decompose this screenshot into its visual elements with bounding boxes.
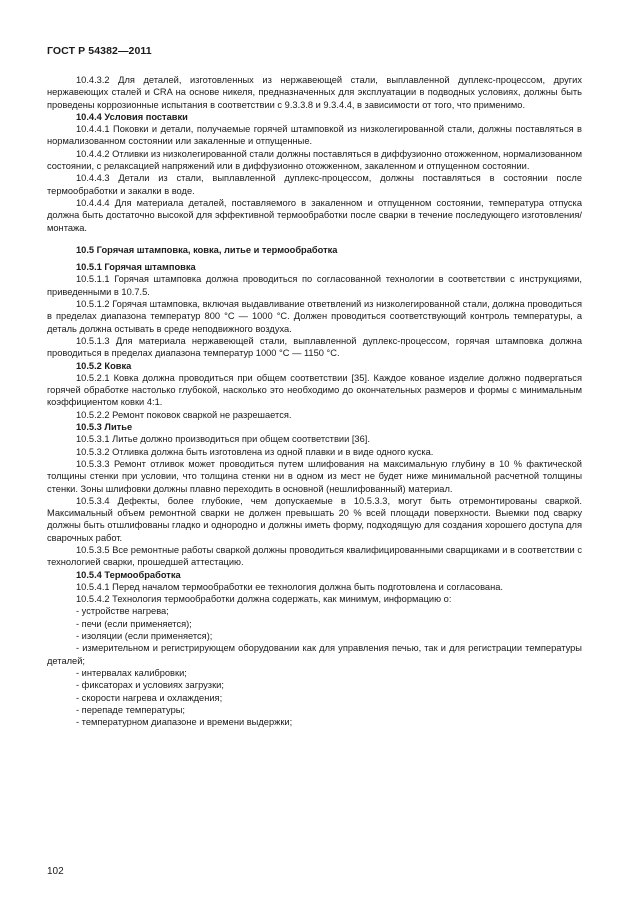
list-item: - скорости нагрева и охлаждения; bbox=[76, 692, 223, 703]
paragraph: 10.5.4.2 Технология термообработки должна содержать, как минимум, информацию о: bbox=[76, 594, 452, 605]
paragraph: 10.5.2.1 Ковка должна проводиться при общем соответствии [35]. Каждое кованое изделие должно подвергаться горячей обработке настолько глубокой, насколько это необходимо до окончательных размеров и формы с минимальным коэффициентом ковки 4:1. bbox=[47, 372, 582, 408]
paragraph: 10.5.3.3 Ремонт отливок может проводиться путем шлифования на максимальную глубину в 10 % фактической толщины стенки при условии, что толщина стенки ни в одном из мест не будет ниже минимальной расчетной толщины стенки. Зоны шлифовки должны плавно переходить в основной (нешлифованный) материал. bbox=[47, 458, 582, 494]
paragraph: 10.4.4.4 Для материала деталей, поставляемого в закаленном и отпущенном состоянии, температура отпуска должна быть достаточно высокой для эффективной термообработки после сварки в течение последующего изготовления/монтажа. bbox=[47, 197, 582, 233]
paragraph: 10.5.1.1 Горячая штамповка должна проводиться по согласованной технологии в соответствии с инструкциями, приведенными в 10.7.5. bbox=[47, 274, 582, 297]
section-heading: 10.5 Горячая штамповка, ковка, литье и термообработка bbox=[76, 244, 338, 255]
section-heading: 10.5.3 Литье bbox=[76, 422, 133, 433]
paragraph: 10.5.3.4 Дефекты, более глубокие, чем допускаемые в 10.5.3.3, могут быть отремонтированы сваркой. Максимальный объем ремонтной сварки не должен превышать 20 % всей площади поверхности. Выемки под сварку должны быть отшлифованы гладко и однородно и должны иметь форму, подходящую для создания хорошего доступа для сварочных работ. bbox=[47, 495, 582, 543]
paragraph: 10.5.1.2 Горячая штамповка, включая выдавливание ответвлений из низколегированной стали, должна проводиться в пределах диапазона температур 800 °С — 1000 °С. Должен проводиться соответствующий контроль температуры, а деталь должна остывать в среде неподвижного воздуха. bbox=[47, 299, 582, 334]
list-item: - печи (если применяется); bbox=[76, 618, 192, 629]
paragraph: 10.4.4.1 Поковки и детали, получаемые горячей штамповкой из низколегированной стали, должны поставляться в нормализованном состоянии или закаленные и отпущенные. bbox=[47, 124, 582, 147]
paragraph: 10.5.2.2 Ремонт поковок сваркой не разрешается. bbox=[76, 409, 292, 420]
section-heading: 10.5.2 Ковка bbox=[76, 360, 132, 371]
list-item: - температурном диапазоне и времени выдержки; bbox=[76, 717, 293, 728]
list-item: - перепаде температуры; bbox=[76, 704, 186, 715]
list-item: - изоляции (если применяется); bbox=[76, 631, 213, 642]
paragraph: 10.5.4.1 Перед началом термообработки ее технология должна быть подготовлена и согласована. bbox=[76, 581, 503, 592]
section-heading: 10.5.1 Горячая штамповка bbox=[76, 262, 196, 273]
page-body bbox=[47, 74, 582, 728]
paragraph: 10.4.4.3 Детали из стали, выплавленной дуплекс-процессом, должны поставляться в состоянии после термообработки и закалки в воде. bbox=[47, 173, 582, 196]
section-heading: 10.5.4 Термообработка bbox=[76, 569, 181, 580]
section-heading: 10.4.4 Условия поставки bbox=[76, 111, 188, 122]
page-number: 102 bbox=[47, 866, 64, 877]
document-code-header: ГОСТ Р 54382—2011 bbox=[47, 45, 152, 57]
paragraph: 10.4.3.2 Для деталей, изготовленных из нержавеющей стали, выплавленной дуплекс-процессом, других нержавеющих сталей и CRA на основе никеля, предназначенных для эксплуатации в подводных условиях, должны быть проведены коррозионные испытания в соответствии с 9.3.3.8 и 9.3.4.4, в зависимости от того, что применимо. bbox=[47, 75, 582, 110]
list-item: - интервалах калибровки; bbox=[76, 667, 187, 678]
paragraph: 10.4.4.2 Отливки из низколегированной стали должны поставляться в диффузионно отожженном, нормализованном состоянии, с релаксацией напряжений или в диффузионно отожженном, закаленном и отпущенном состоянии. bbox=[47, 148, 582, 172]
list-item: - устройстве нагрева; bbox=[76, 606, 169, 617]
paragraph: 10.5.3.2 Отливка должна быть изготовлена из одной плавки и в виде одного куска. bbox=[76, 446, 434, 457]
paragraph: 10.5.3.1 Литье должно производиться при общем соответствии [36]. bbox=[76, 434, 370, 445]
paragraph: 10.5.3.5 Все ремонтные работы сваркой должны проводиться квалифицированными сварщиками и в соответствии с технологией сварки, прошедшей аттестацию. bbox=[47, 544, 582, 568]
paragraph: - измерительном и регистрирующем оборудовании как для управления печью, так и для регистрации температуры деталей; bbox=[47, 643, 582, 666]
paragraph: 10.5.1.3 Для материала нержавеющей стали, выплавленной дуплекс-процессом, горячая штамповка должна проводиться в пределах диапазона температур 1000 °С — 1150 °С. bbox=[47, 335, 582, 359]
list-item: - фиксаторах и условиях загрузки; bbox=[76, 680, 224, 691]
